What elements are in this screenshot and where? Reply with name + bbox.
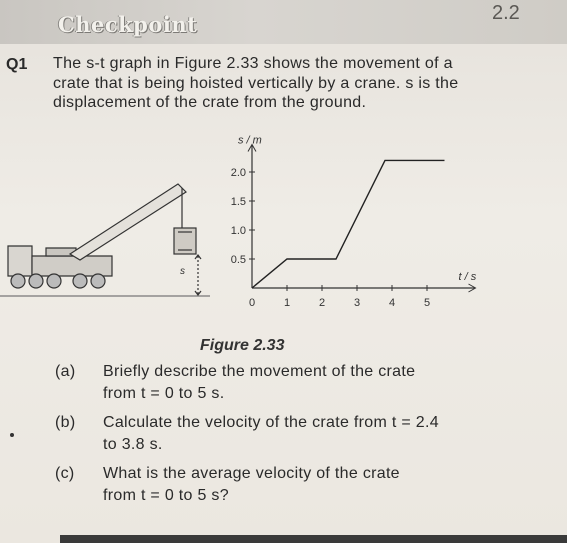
question-number: Q1 bbox=[6, 56, 28, 73]
checkpoint-banner bbox=[0, 0, 567, 44]
part-text: Briefly describe the movement of the crate bbox=[103, 363, 416, 380]
y-tick-label: 2.0 bbox=[230, 167, 246, 179]
y-tick-label: 1.5 bbox=[230, 196, 246, 208]
page-edge bbox=[60, 535, 567, 543]
x-tick-label: 3 bbox=[353, 297, 361, 309]
x-tick-label: 5 bbox=[423, 297, 431, 309]
x-axis-label: t / s bbox=[458, 271, 477, 283]
question-part-c bbox=[55, 463, 525, 507]
y-tick-label: 1.0 bbox=[230, 225, 246, 237]
part-text-continued: to 3.8 s. bbox=[103, 436, 163, 453]
question-part-a bbox=[55, 361, 525, 405]
checkpoint-title: Checkpoint bbox=[58, 12, 198, 37]
part-text: What is the average velocity of the crate bbox=[103, 465, 400, 482]
part-label: (c) bbox=[55, 465, 75, 482]
y-axis-label: s / m bbox=[238, 134, 262, 147]
section-number: 2.2 bbox=[492, 2, 520, 24]
bullet-mark bbox=[10, 433, 14, 437]
figure-caption: Figure 2.33 bbox=[200, 337, 285, 354]
question-part-b bbox=[55, 412, 525, 456]
x-tick-label: 0 bbox=[248, 297, 256, 309]
question-text: The s-t graph in Figure 2.33 shows the movement of a crate that is being hoisted vertically by a crane. s is the displacement of the crate from the ground. bbox=[53, 55, 459, 111]
displacement-label: s bbox=[180, 266, 185, 277]
y-tick-label: 0.5 bbox=[230, 254, 246, 266]
x-tick-label: 2 bbox=[318, 297, 326, 309]
x-tick-label: 1 bbox=[283, 297, 291, 309]
part-text-continued: from t = 0 to 5 s. bbox=[103, 385, 225, 402]
part-label: (a) bbox=[55, 363, 76, 380]
crane-illustration bbox=[0, 184, 210, 296]
x-tick-label: 4 bbox=[388, 297, 396, 309]
part-text-continued: from t = 0 to 5 s? bbox=[103, 487, 229, 504]
part-text: Calculate the velocity of the crate from t = 2.4 bbox=[103, 414, 439, 431]
part-label: (b) bbox=[55, 414, 76, 431]
figure-2-33 bbox=[0, 128, 567, 328]
